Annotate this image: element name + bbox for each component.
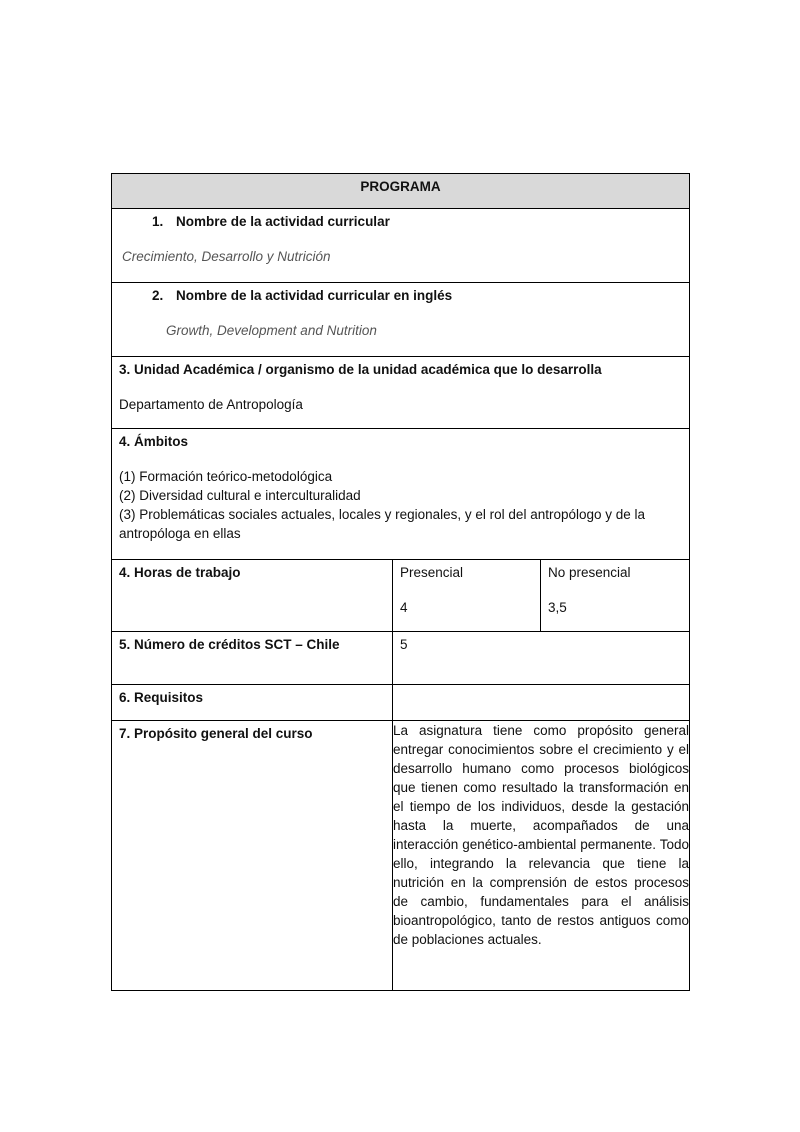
header-row [112,174,690,209]
requirements-value-cell [393,685,690,721]
section-2-cell [112,283,690,357]
purpose-text: La asignatura tiene como propósito general entregar conocimientos sobre el crecimiento y el desarrollo humano como procesos biológicos que tienen como resultado la transformación en el tiempo de los individuos, desde la gestación hasta la muerte, acompañados de una interacción genético-ambiental permanente. Todo ello, integrando la relevancia que tiene la nutrición en la comprensión de estos procesos de cambio, fundamentales para el análisis bioantropológico, tanto de restos antiguos como de poblaciones actuales. [393,721,690,991]
ambito-item-1: (1) Formación teórico-metodológica [119,469,333,484]
purpose-label-cell [112,721,393,991]
section-2-number: 2. [152,288,164,303]
presencial-label: Presencial [400,565,464,580]
section-1-cell [112,209,690,283]
section-4-cell [112,429,690,560]
credits-row [112,632,690,685]
section-3-cell [112,357,690,429]
credits-label: 5. Número de créditos SCT – Chile [119,637,340,652]
requirements-label: 6. Requisitos [119,690,204,705]
program-table [111,173,690,991]
section-4-row [112,429,690,560]
requirements-label-cell [112,685,393,721]
section-1-heading-text: Nombre de la actividad curricular [176,214,390,229]
section-2-heading-text: Nombre de la actividad curricular en inglés [176,288,453,303]
section-2-value: Growth, Development and Nutrition [166,323,377,338]
section-2-heading [122,286,683,305]
presencial-value: 4 [400,600,408,615]
ambito-item-2: (2) Diversidad cultural e interculturalidad [119,488,361,503]
section-3-row [112,357,690,429]
hours-label-cell [112,560,393,632]
credits-label-cell [112,632,393,685]
section-4-heading: 4. Ámbitos [119,434,189,449]
requirements-row [112,685,690,721]
credits-value-cell [393,632,690,685]
section-2-row [112,283,690,357]
hours-row [112,560,690,632]
section-1-heading [122,212,683,231]
presencial-cell [393,560,541,632]
purpose-row [112,721,690,991]
section-3-heading: 3. Unidad Académica / organismo de la unidad académica que lo desarrolla [119,362,602,377]
no-presencial-label: No presencial [548,565,631,580]
section-1-row [112,209,690,283]
purpose-label: 7. Propósito general del curso [119,726,313,741]
section-3-value: Departamento de Antropología [119,397,303,412]
hours-label: 4. Horas de trabajo [119,565,241,580]
program-title: PROGRAMA [112,174,690,209]
credits-value: 5 [400,637,408,652]
section-1-number: 1. [152,214,164,229]
no-presencial-value: 3,5 [548,600,567,615]
section-1-value: Crecimiento, Desarrollo y Nutrición [122,249,331,264]
ambito-item-3: (3) Problemáticas sociales actuales, locales y regionales, y el rol del antropólogo y de la antropóloga en ellas [119,507,646,541]
no-presencial-cell [541,560,690,632]
